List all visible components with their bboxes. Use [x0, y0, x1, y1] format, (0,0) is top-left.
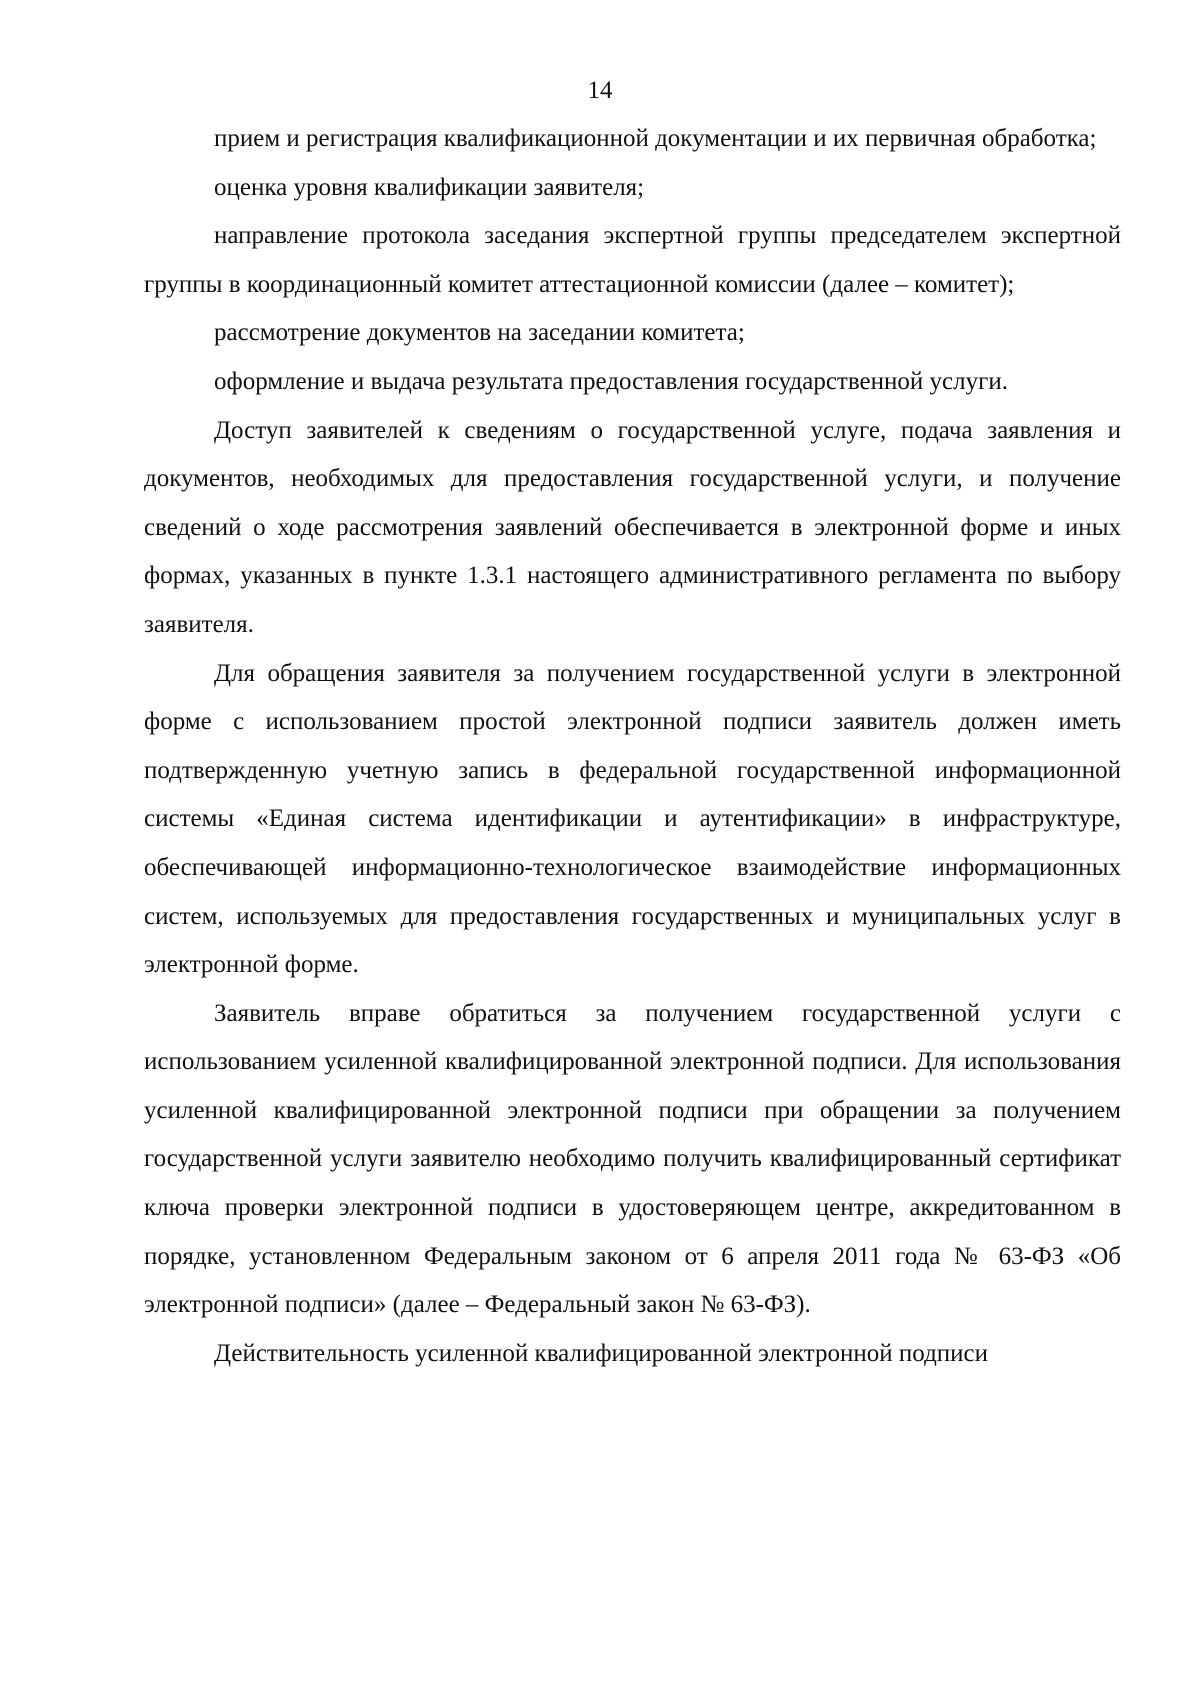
page-number: 14	[587, 77, 613, 104]
paragraph-protocol-direction: направление протокола заседания экспертной группы председателем экспертной группы в координационный комитет аттестационной комиссии (далее – комитет);	[144, 222, 1121, 298]
paragraph-signature-validity: Действительность усиленной квалифицированной электронной подписи	[214, 1339, 989, 1367]
document-body	[144, 115, 1121, 1378]
paragraph-qualified-signature: Заявитель вправе обратиться за получением государственной услуги с использованием усиленной квалифицированной электронной подписи. Для использования усиленной квалифицированной электронной подписи при обращении за получением государственной услуги заявителю необходимо получить квалифицированный сертификат ключа проверки электронной подписи в удостоверяющем центре, аккредитованном в порядке, установленном Федеральным законом от 6 апреля 2011 года № 63-ФЗ «Об электронной подписи» (далее – Федеральный закон № 63-ФЗ).	[144, 999, 1121, 1319]
paragraph-qualification-assessment: оценка уровня квалификации заявителя;	[214, 173, 645, 201]
paragraph-simple-signature: Для обращения заявителя за получением государственной услуги в электронной форме с использованием простой электронной подписи заявитель должен иметь подтвержденную учетную запись в федеральной государственной информационной системы «Единая система идентификации и аутентификации» в инфраструктуре, обеспечивающей информационно-технологическое взаимодействие информационных систем, используемых для предоставления государственных и муниципальных услуг в электронной форме.	[144, 659, 1121, 979]
paragraph-applicant-access: Доступ заявителей к сведениям о государственной услуге, подача заявления и документов, необходимых для предоставления государственной услуги, и получение сведений о ходе рассмотрения заявлений обеспечивается в электронной форме и иных формах, указанных в пункте 1.3.1 настоящего административного регламента по выбору заявителя.	[144, 416, 1121, 638]
paragraph-committee-review: рассмотрение документов на заседании комитета;	[214, 319, 745, 347]
paragraph-result-issuance: оформление и выдача результата предоставления государственной услуги.	[214, 367, 1008, 395]
paragraph-reception-registration: прием и регистрация квалификационной документации и их первичная обработка;	[214, 125, 1097, 152]
